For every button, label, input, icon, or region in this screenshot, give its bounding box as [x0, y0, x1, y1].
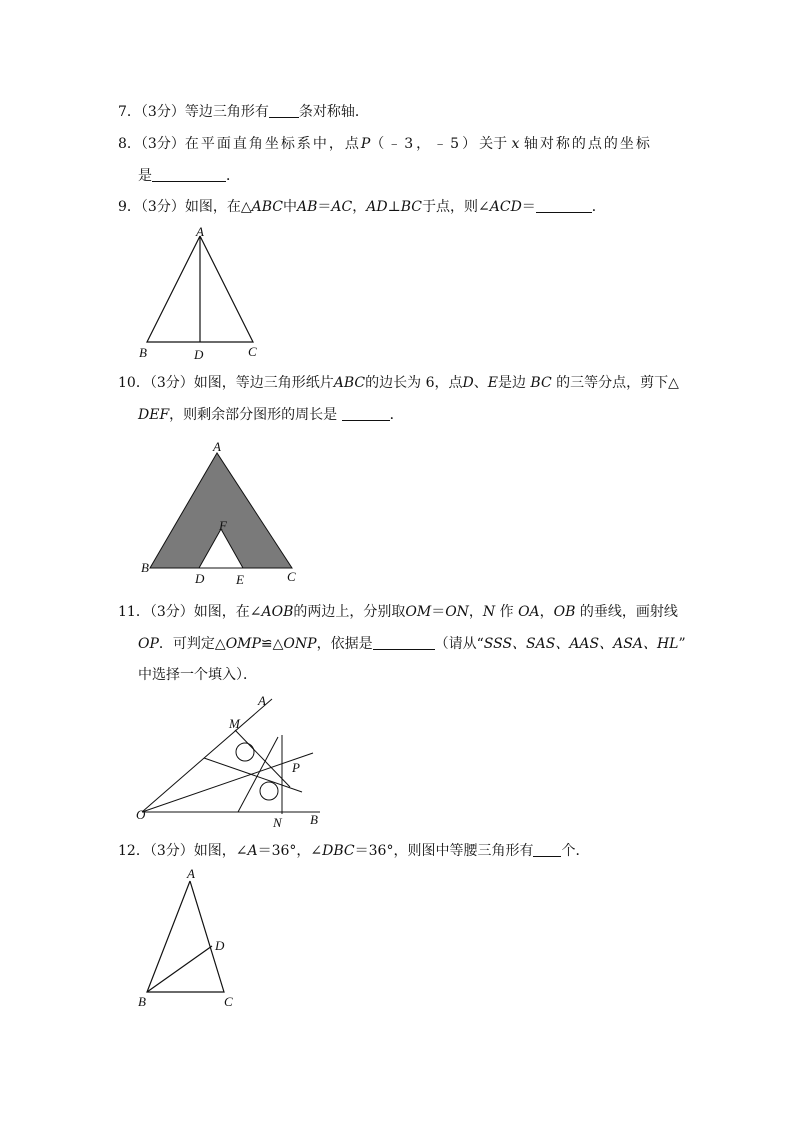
question-text: 如图，在△ [184, 199, 252, 215]
set-square-hole-1 [236, 743, 254, 761]
question-score: （3分） [149, 604, 194, 620]
math-var: D [462, 375, 474, 391]
question-number: 11． [118, 604, 150, 620]
question-8-line-2 [138, 166, 240, 186]
question-score: （3分） [140, 136, 185, 152]
set-square-1-hyp [204, 758, 302, 792]
vertex-label-b: B [139, 345, 147, 360]
remaining-shape [150, 453, 292, 568]
question-text: ” [678, 636, 686, 652]
vertex-label-d: D [195, 571, 205, 586]
question-score: （3分） [140, 104, 185, 120]
math-var: BC [530, 375, 552, 391]
question-text: ， [539, 604, 554, 620]
math-var: ABC [333, 375, 366, 391]
question-text: ，依据是 [316, 636, 373, 652]
math-var: DBC [322, 843, 355, 859]
question-text: （请从“ [434, 636, 484, 652]
vertex-label-e: E [236, 572, 244, 587]
vertex-label-a: A [196, 224, 204, 239]
vertex-label-b: B [141, 560, 149, 575]
question-8 [118, 134, 652, 154]
figure-q11-angle [132, 690, 332, 835]
segment-bd [147, 946, 212, 992]
question-text: ，则剩余部分图形的周长是 [169, 407, 338, 423]
ray-op [142, 753, 313, 812]
math-var: OB [553, 604, 576, 620]
vertex-label-a: A [187, 866, 195, 881]
question-number: 12． [118, 843, 150, 859]
ray-oa [142, 699, 272, 812]
vertex-label-o: O [136, 807, 146, 822]
math-op: ＝ [317, 199, 332, 215]
math-var: DEF [138, 407, 170, 423]
question-11-line-3 [138, 665, 257, 685]
answer-blank [269, 103, 299, 118]
math-var: E [487, 375, 498, 391]
math-var: A [247, 843, 258, 859]
question-text: ， [352, 199, 367, 215]
vertex-label-a: A [258, 693, 266, 708]
question-text: 条对称轴． [298, 104, 369, 120]
math-var: ONP [283, 636, 317, 652]
math-value: 6 [425, 375, 435, 391]
triangle-abc [147, 881, 224, 992]
question-text: ． [226, 168, 240, 184]
question-text: 关于 [479, 136, 508, 152]
math-var: AC [331, 199, 353, 215]
question-number: 8． [118, 136, 141, 152]
vertex-label-m: M [229, 716, 240, 731]
answer-blank [533, 842, 561, 857]
question-12 [118, 841, 589, 861]
question-text: 中选择一个填入）． [138, 667, 257, 683]
math-var: BC [400, 199, 423, 215]
question-text: ＝36°，∠ [257, 843, 323, 859]
question-11 [118, 602, 678, 622]
math-var: OM [405, 604, 432, 620]
question-text: 是边 [497, 375, 526, 391]
question-text: 的边长为 [365, 375, 422, 391]
vertex-label-n: N [273, 815, 282, 830]
answer-blank [536, 198, 592, 213]
question-text: 的垂线，画射线 [579, 604, 678, 620]
question-text: 于点，则∠ [422, 199, 490, 215]
math-var: N [482, 604, 496, 620]
math-var: ON [445, 604, 469, 620]
question-text: 是 [138, 168, 152, 184]
math-var: AB [297, 199, 318, 215]
math-var: AD [366, 199, 388, 215]
question-10-line-2 [138, 405, 404, 425]
math-op: ＝ [431, 604, 446, 620]
vertex-label-a: A [213, 439, 221, 454]
question-text: 的三等分点，剪下△ [556, 375, 679, 391]
question-text: ． [591, 199, 606, 215]
question-text: 、 [473, 375, 488, 391]
math-var: P [360, 136, 371, 152]
question-text: ，点 [434, 375, 463, 391]
math-op: ＝ [521, 199, 536, 215]
answer-blank [342, 406, 390, 421]
question-11-line-2 [138, 634, 686, 654]
answer-blank [373, 635, 435, 650]
math-var: ACD [489, 199, 522, 215]
question-text: ．可判定△ [158, 636, 226, 652]
question-10 [118, 373, 679, 393]
question-text: 如图，在∠ [193, 604, 262, 620]
question-text: 在平面直角坐标系中，点 [184, 136, 361, 152]
vertex-label-c: C [287, 569, 296, 584]
vertex-label-c: C [224, 994, 233, 1009]
question-score: （3分） [140, 199, 185, 215]
question-number: 9． [118, 199, 141, 215]
question-text: 个． [561, 843, 590, 859]
math-var: OP [138, 636, 159, 652]
question-text: 如图，∠ [193, 843, 248, 859]
question-text: ， [468, 604, 483, 620]
math-op: ⊥ [387, 199, 401, 215]
math-var: x [511, 136, 520, 152]
question-number: 10． [118, 375, 150, 391]
vertex-label-d: D [215, 938, 225, 953]
math-var: OA [518, 604, 540, 620]
question-9 [118, 197, 606, 217]
question-text: 轴对称的点的坐标 [523, 136, 652, 152]
vertex-label-b: B [310, 812, 318, 827]
question-text: 作 [499, 604, 514, 620]
question-text: 如图，等边三角形纸片 [193, 375, 334, 391]
question-text: 的两边上，分别取 [293, 604, 406, 620]
math-var: AOB [261, 604, 294, 620]
vertex-label-p: P [292, 760, 300, 775]
figure-q12-triangle [132, 864, 252, 1012]
math-op: ≌△ [260, 636, 284, 652]
question-score: （3分） [149, 843, 194, 859]
question-text: 中 [283, 199, 297, 215]
math-var: ABC [251, 199, 283, 215]
figure-q10-triangle [135, 436, 310, 588]
question-7 [118, 102, 369, 122]
figure-q9-triangle [130, 220, 280, 365]
set-square-2-hyp [238, 737, 278, 812]
question-text: ． [389, 407, 404, 423]
vertex-label-c: C [248, 344, 257, 359]
vertex-label-f: F [219, 518, 227, 533]
question-text: 等边三角形有 [184, 104, 269, 120]
question-text: （﹣3，﹣5） [370, 136, 480, 152]
vertex-label-d: D [194, 347, 204, 362]
set-square-hole-2 [260, 782, 278, 800]
question-text: ＝36°，则图中等腰三角形有 [354, 843, 534, 859]
vertex-label-b: B [138, 994, 146, 1009]
math-var: SSS、SAS、AAS、ASA、HL [483, 636, 679, 652]
math-var: OMP [225, 636, 261, 652]
question-score: （3分） [149, 375, 194, 391]
answer-blank [152, 167, 226, 182]
question-number: 7． [118, 104, 141, 120]
